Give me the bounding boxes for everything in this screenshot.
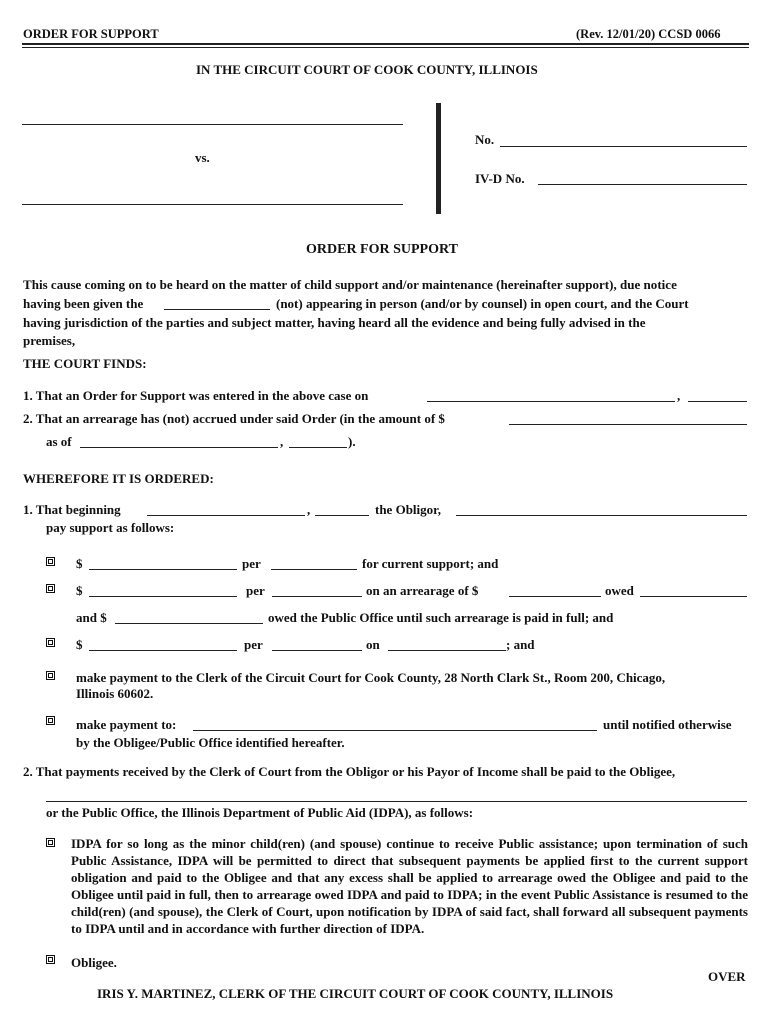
obligee-label: Obligee. — [71, 955, 117, 970]
beginning-year-field[interactable] — [315, 515, 369, 516]
dollar-sign: $ — [76, 556, 83, 571]
clerk-address-line-2: Illinois 60602. — [76, 686, 154, 701]
finding-2-close: ). — [348, 434, 356, 449]
obligee-name-field[interactable] — [46, 801, 747, 802]
arrearage-checkbox[interactable] — [46, 584, 55, 593]
arrearage-period-field[interactable] — [272, 596, 362, 597]
and-dollar-label: and $ — [76, 610, 107, 625]
case-number-field[interactable] — [500, 146, 747, 147]
ordered-heading: WHEREFORE IT IS ORDERED: — [23, 471, 214, 486]
dollar-sign: $ — [76, 637, 83, 652]
intro-line-2-end: (not) appearing in person (and/or by counsel) in open court, and the Court — [276, 296, 689, 311]
scheduled-amount-field[interactable] — [89, 650, 237, 651]
finding-1: 1. That an Order for Support was entered in the above case on — [23, 388, 369, 403]
public-office-amount-field[interactable] — [115, 623, 263, 624]
scheduled-period-field[interactable] — [272, 650, 362, 651]
clerk-payment-checkbox[interactable] — [46, 671, 55, 680]
per-label: per — [242, 556, 261, 571]
until-notified-label: until notified otherwise — [603, 717, 732, 732]
order-2: 2. That payments received by the Clerk of Court from the Obligor or his Payor of Income shall be paid to the Obligee, — [23, 764, 676, 779]
court-title: IN THE CIRCUIT COURT OF COOK COUNTY, ILLINOIS — [196, 62, 538, 77]
pay-support-label: pay support as follows: — [46, 520, 175, 535]
case-number-label: No. — [475, 132, 495, 147]
current-support-label: for current support; and — [362, 556, 499, 571]
party-field[interactable] — [164, 309, 270, 310]
as-of-year-field[interactable] — [289, 447, 347, 448]
over-label: OVER — [708, 969, 746, 984]
make-payment-to-label: make payment to: — [76, 717, 177, 732]
scheduled-payment-checkbox[interactable] — [46, 638, 55, 647]
vs-label: vs. — [195, 150, 210, 165]
header-rule-thin — [22, 47, 749, 48]
arrearage-total-field[interactable] — [509, 596, 601, 597]
order-year-field[interactable] — [688, 401, 747, 402]
plaintiff-line[interactable] — [22, 124, 403, 125]
intro-line-4: premises, — [23, 333, 76, 348]
ivd-number-label: IV-D No. — [475, 171, 525, 186]
caption-divider — [436, 103, 441, 214]
beginning-date-field[interactable] — [147, 515, 305, 516]
form-revision-code: (Rev. 12/01/20) CCSD 0066 — [576, 27, 721, 41]
order-title: ORDER FOR SUPPORT — [306, 242, 458, 257]
public-office-label: or the Public Office, the Illinois Department of Public Aid (IDPA), as follows: — [46, 805, 474, 820]
payee-checkbox[interactable] — [46, 716, 55, 725]
current-amount-field[interactable] — [89, 569, 237, 570]
form-header-title: ORDER FOR SUPPORT — [23, 27, 159, 41]
arrearage-payment-field[interactable] — [89, 596, 237, 597]
obligor-name-field[interactable] — [456, 515, 747, 516]
owed-to-field[interactable] — [640, 596, 747, 597]
intro-line-1: This cause coming on to be heard on the matter of child support and/or maintenance (hereinafter support), due notice — [23, 277, 677, 292]
obligee-checkbox[interactable] — [46, 955, 55, 964]
current-support-checkbox[interactable] — [46, 557, 55, 566]
as-of-date-field[interactable] — [80, 447, 278, 448]
ivd-number-field[interactable] — [538, 184, 747, 185]
arrearage-amount-field[interactable] — [509, 424, 747, 425]
per-label: per — [244, 637, 263, 652]
court-finds-heading: THE COURT FINDS: — [23, 356, 147, 371]
idpa-checkbox[interactable] — [46, 838, 55, 847]
dollar-sign: $ — [76, 583, 83, 598]
on-label: on — [366, 637, 380, 652]
scheduled-date-field[interactable] — [388, 650, 506, 651]
order-1-start: 1. That beginning — [23, 502, 121, 517]
as-of-label: as of — [46, 434, 72, 449]
owed-label: owed — [605, 583, 634, 598]
clerk-address-line-1: make payment to the Clerk of the Circuit Court for Cook County, 28 North Clark St., Room 200, Chicago, — [76, 670, 666, 685]
header-rule — [22, 43, 749, 45]
intro-line-2-start: having been given the — [23, 296, 144, 311]
idpa-paragraph: IDPA for so long as the minor child(ren) (and spouse) continue to receive Public assistance; upon termination of such Public Assistance, IDPA will be permitted to direct that subsequent payments be applied first to the current support obligation and paid to the Obligee and that any excess shall be applied to arrearage owed the Obligee and paid to the Obligee until paid in full, then to arrearage owed IDPA and paid to IDPA; in the event Public Assistance is resumed to the child(ren) (and spouse), the Clerk of Court, upon notification by IDPA of said fact, shall forward all subsequent payments to IDPA until and in accordance with further direction of IDPA. — [71, 836, 748, 936]
per-label: per — [246, 583, 265, 598]
obligor-label: the Obligor, — [375, 502, 441, 517]
owed-public-office-label: owed the Public Office until such arrearage is paid in full; and — [268, 610, 614, 625]
finding-2: 2. That an arrearage has (not) accrued under said Order (in the amount of $ — [23, 411, 445, 426]
defendant-line[interactable] — [22, 204, 403, 205]
intro-line-3: having jurisdiction of the parties and subject matter, having heard all the evidence and being fully advised in the — [23, 315, 646, 330]
payee-field[interactable] — [193, 730, 597, 731]
by-obligee-label: by the Obligee/Public Office identified hereafter. — [76, 735, 345, 750]
order-date-field[interactable] — [427, 401, 675, 402]
current-period-field[interactable] — [271, 569, 357, 570]
and-end-label: ; and — [506, 637, 535, 652]
on-arrearage-label: on an arrearage of $ — [366, 583, 479, 598]
clerk-footer: IRIS Y. MARTINEZ, CLERK OF THE CIRCUIT COURT OF COOK COUNTY, ILLINOIS — [97, 986, 614, 1001]
